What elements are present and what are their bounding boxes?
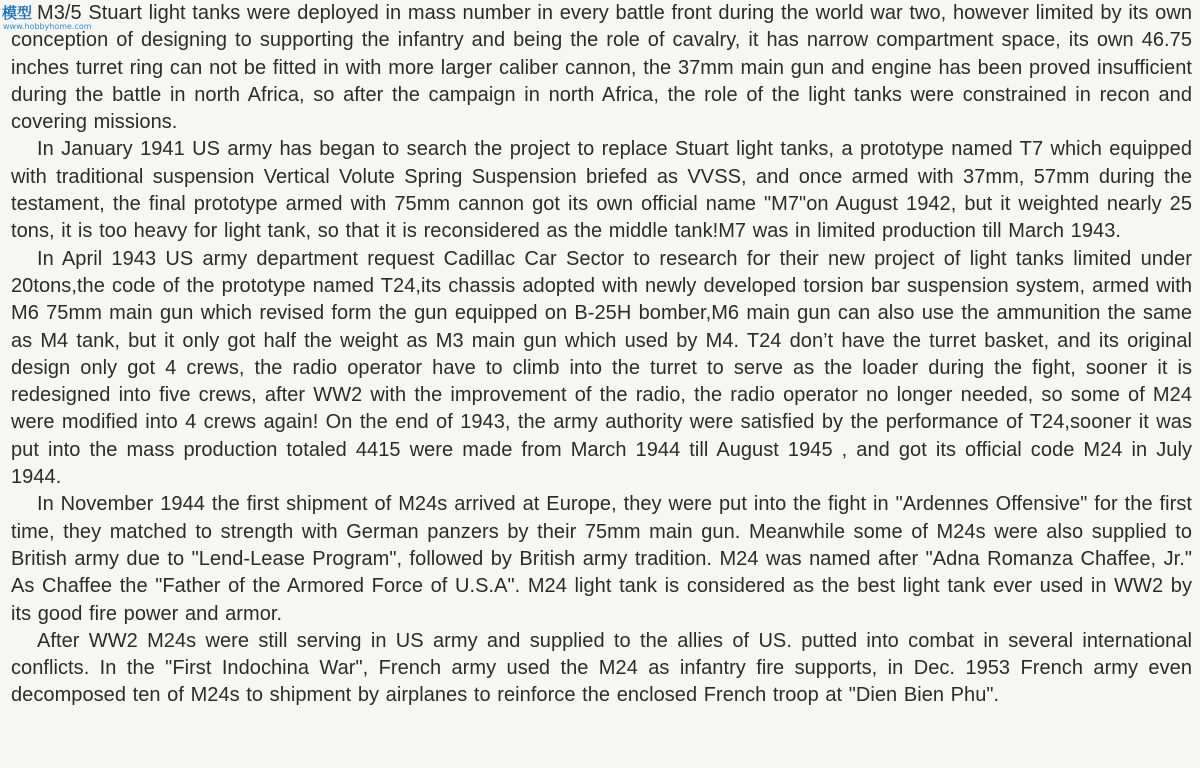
- paragraph-m24-europe: In November 1944 the first shipment of M24s arrived at Europe, they were put into the fight in "Ardennes Offensive" for the first time, they matched to strength with German panzers by their 75mm main gun. Meanwhile some of M24s were also supplied to British army due to "Lend-Lease Program", followed by British army tradition. M24 was named after "Adna Romanza Chaffee, Jr." As Chaffee the "Father of the Armored Force of U.S.A". M24 light tank is considered as the best light tank ever used in WW2 by its good fire power and armor.: [11, 493, 1192, 625]
- watermark-site: www.hobbyhome.com: [3, 22, 92, 31]
- paragraph-t24-development: In April 1943 US army department request Cadillac Car Sector to research for their new project of light tanks limited under 20tons,the code of the prototype named T24,its chassis adopted with newly developed torsion bar suspension system, armed with M6 75mm main gun which revised form the gun equipped on B-25H bomber,M6 main gun can also use the ammunition the same as M4 tank, but it only got half the weight as M3 main gun which used by M4. T24 don’t have the turret basket, and its original design only got 4 crews, the radio operator have to climb into the turret to serve as the loader during the fight, sooner it is redesigned into five crews, after WW2 with the improvement of the radio, the radio operator no longer needed, so some of M24 were modified into 4 crews again! On the end of 1943, the army authority were satisfied by the performance of T24,sooner it was put into the mass production totaled 4415 were made from March 1944 till August 1945 , and got its official code M24 in July 1944.: [11, 247, 1192, 489]
- paragraph-stuart-tanks: M3/5 Stuart light tanks were deployed in mass number in every battle front during the world war two, however limited by its own conception of designing to supporting the infantry and being the role of cavalry, it has narrow compartment space, its own 46.75 inches turret ring can not be fitted in with more larger caliber cannon, the 37mm main gun and engine has been proved insufficient during the battle in north Africa, so after the campaign in north Africa, the role of the light tanks were constrained in recon and covering missions.: [11, 2, 1192, 134]
- watermark-brand: 模型: [2, 4, 33, 22]
- paragraph-post-ww2: After WW2 M24s were still serving in US army and supplied to the allies of US. putted into combat in several international conflicts. In the "First Indochina War", French army used the M24 as infantry fire supports, in Dec. 1953 French army even decomposed ten of M24s to shipment by airplanes to reinforce the enclosed French troop at "Dien Bien Phu".: [11, 629, 1192, 707]
- paragraph-t7-prototype: In January 1941 US army has began to search the project to replace Stuart light tanks, a prototype named T7 which equipped with traditional suspension Vertical Volute Spring Suspension briefed as VVSS, and once armed with 37mm, 57mm during the testament, the final prototype armed with 75mm cannon got its own official name "M7"on August 1942, but it weighted nearly 25 tons, it is too heavy for light tank, so that it is reconsidered as the middle tank!M7 was in limited production till March 1943.: [11, 138, 1192, 243]
